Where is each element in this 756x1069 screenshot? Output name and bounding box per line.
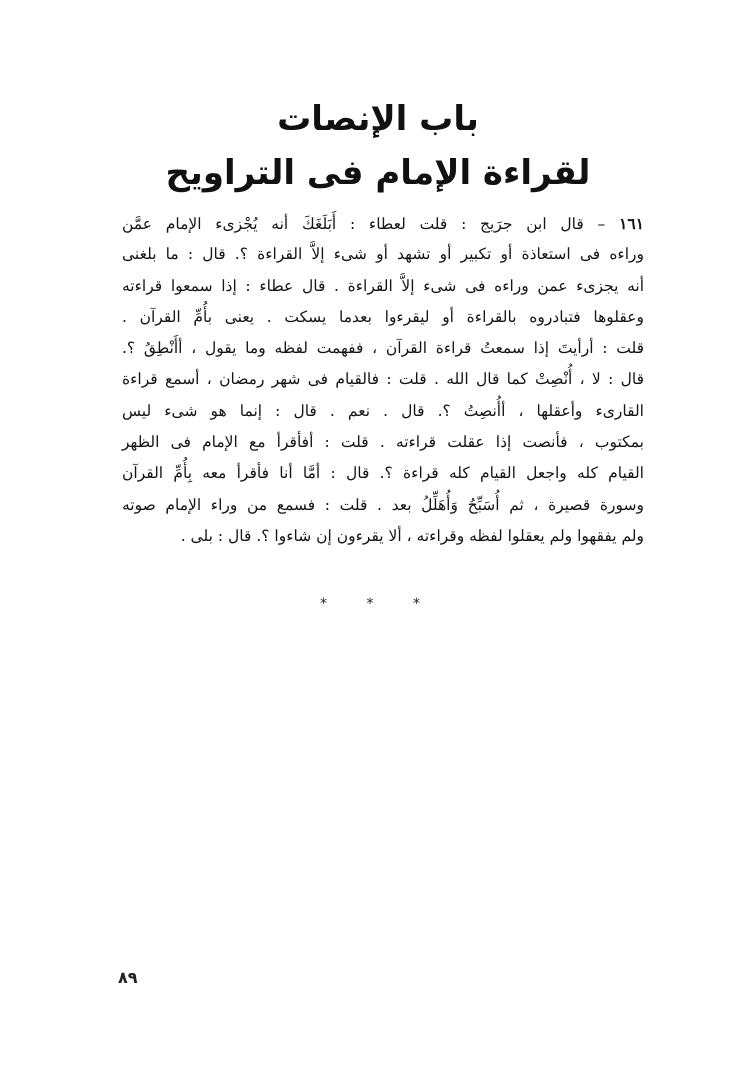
hadith-line-8: بمكتوب ، فأنصت إذا عقلت قراءته . قلت : أفأقرأ مع الإمام فى الظهر — [122, 433, 644, 452]
page-number: ٨٩ — [118, 968, 138, 987]
section-separator — [0, 596, 740, 612]
hadith-number: ١٦١ — [619, 214, 644, 233]
hadith-line-2: وراءه فى استعاذة أو تكبير أو تشهد أو شىء إلاَّ القراءة ؟. قال : ما بلغنى — [122, 245, 644, 264]
hadith-line-10: وسورة قصيرة ، ثم أُسَبِّحُ وَأُهَلِّلُ بعد . قلت : فسمع من وراء الإمام صوته — [122, 495, 644, 514]
chapter-title-line-1: باب الإنصات — [277, 99, 479, 139]
separator-star-3: * — [412, 596, 420, 612]
hadith-line-6: قال : لا ، أُنْصِتْ كما قال الله . قلت : فالقيام فى شهر رمضان ، أسمع قراءة — [122, 370, 644, 389]
hadith-line-7: القارىء وأعقلها ، أأُنصِتُ ؟. قال . نعم . قال : إنما هو شىء ليس — [122, 401, 644, 420]
hadith-line-3: أنه يجزىء عمن وراءه فى شىء إلاَّ القراءة . قال عطاء : إذا سمعوا قراءته — [122, 276, 644, 295]
chapter-heading — [0, 92, 756, 200]
chapter-title-line-2: لقراءة الإمام فى التراويح — [165, 153, 591, 193]
hadith-line-11: ولم يفقهوا ولم يعقلوا لفظه وقراءته ، ألا يقرءون إن شاءوا ؟. قال : بلى . — [180, 526, 644, 545]
hadith-line-1 — [122, 208, 644, 239]
hadith-line-4: وعقلوها فتبادروه بالقراءة أو ليقرءوا بعدما يسكت . يعنى بأُمِّ القرآن . — [122, 307, 644, 326]
hadith-line-5: قلت : أرأيتَ إذا سمعتُ قراءة القرآن ، ففهمت لفظه وما يقول ، أأَنْطِقُ ؟. — [122, 339, 644, 358]
separator-star-2: * — [366, 596, 374, 612]
hadith-body — [122, 208, 644, 552]
separator-star-1: * — [320, 596, 328, 612]
hadith-line-9: القيام كله واجعل القيام كله قراءة ؟. قال : أمَّا أنا فأقرأ معه بِأُمِّ القرآن — [122, 464, 644, 483]
hadith-line-1-text: – قال ابن جرَيج : قلت لعطاء : أَبَلَغَكَ أنه يُجْزىء الإمام عمَّن — [122, 215, 606, 233]
